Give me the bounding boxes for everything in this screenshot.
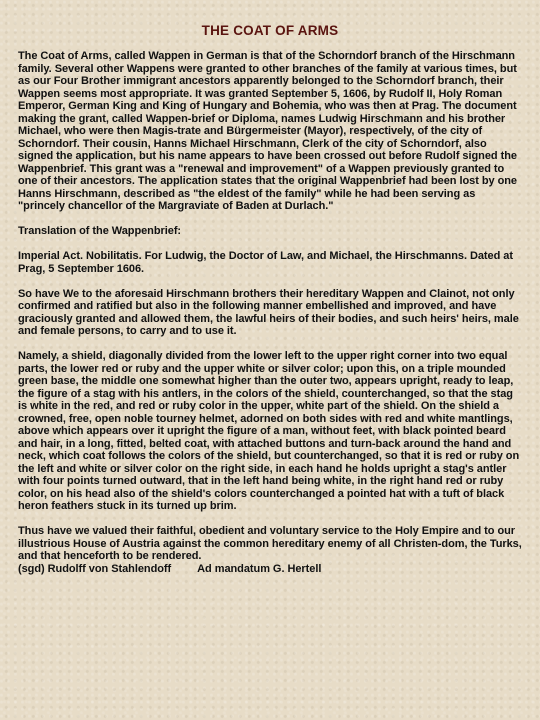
page-title: THE COAT OF ARMS: [201, 23, 339, 38]
intro-paragraph: The Coat of Arms, called Wappen in German is that of the Schorndorf branch of the Hirschmann family. Several other Wappens were granted to other branches of the family at various times, but as our Four Brother immigrant ancestors apparently belonged to the Schorndorf branch, their Wappen seems most appropriate. It was granted September 5, 1606, by Rudolf II, Holy Roman Emperor, German King and King of Hungary and Bohemia, who was then at Prag. The document making the grant, called Wappen-brief or Diploma, names Ludwig Hirschmann and his brother Michael, who were then Magis-trate and Bürgermeister (Mayor), respectively, of the city of Schorndorf. Their cousin, Hanns Michael Hirschmann, Clerk of the city of Schorndorf, also signed the application, but his name appears to have been crossed out before Rudolf signed the Wappenbrief. This grant was a "renewal and improvement" of a Wappen previously granted to one of their ancestors. The application states that the original Wappenbrief had been lost by one Hanns Hirschmann, described as "the eldest of the family" while he had been serving as "princely chancellor of the Margraviate of Baden at Durlach.": [18, 50, 517, 212]
confirmation-paragraph: So have We to the aforesaid Hirschmann brothers their hereditary Wappen and Clainot, not only confirmed and ratified but also in the following manner embellished and improved, and have graciously granted and allowed them, the lawful heirs of their bodies, and such heirs' heirs, male and female persons, to carry and to use it.: [18, 287, 519, 337]
closing-paragraph: [18, 525, 522, 575]
signature-left: (sgd) Rudolff von Stahlendoff: [18, 562, 172, 575]
shield-description-paragraph: Namely, a shield, diagonally divided from the lower left to the upper right corner into two equal parts, the lower red or ruby and the upper white or silver color; upon this, on a triple mounded green base, the middle one somewhat higher than the outer two, appears upright, ready to leap, the figure of a stag with his antlers, in the colors of the shield, counterchanged, so that the stag is white in the red, and red or ruby color in the upper, white part of the shield. On the shield a crowned, free, open noble tourney helmet, adorned on both sides with red and white mantlings, above which appears over it upright the figure of a man, without feet, with black pointed beard and hair, in a long, fitted, belted coat, with attached buttons and turn-back around the hand and neck, which coat follows the colors of the shield, but counterchanged, so that it is red or ruby on the left and white or silver color on the right side, in each hand he holds upright a stag's antler with four points turned outward, that in the left hand being white, in the right hand red or ruby color, on his head also of the shield's colors counterchanged a pointed hat with a tuft of black heron feathers stuck in its turned up brim.: [18, 350, 520, 512]
signature-line: [18, 563, 522, 576]
closing-text: Thus have we valued their faithful, obedient and voluntary service to the Holy Empire and to our illustrious House of Austria against the common hereditary enemy of all Christen-dom, the Turks, and that henceforth to be rendered.: [18, 525, 522, 562]
translation-heading: Translation of the Wappenbrief:: [18, 225, 182, 237]
signature-right: Ad mandatum G. Hertell: [197, 562, 322, 575]
imperial-act-paragraph: Imperial Act. Nobilitatis. For Ludwig, the Doctor of Law, and Michael, the Hirschmanns. Dated at Prag, 5 September 1606.: [18, 250, 513, 275]
